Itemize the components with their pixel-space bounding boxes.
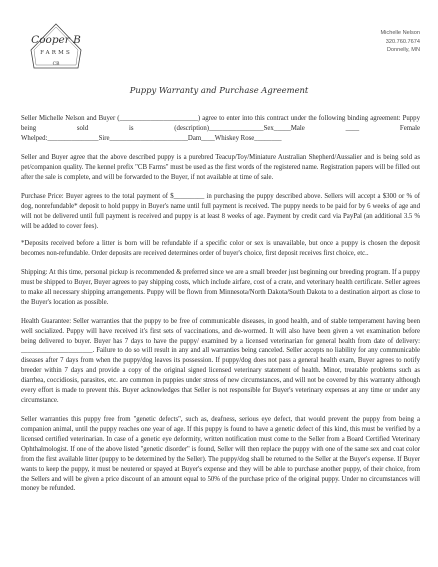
health-guarantee-paragraph: Health Guarantee: Seller warranties that the puppy to be free of communicable diseases, in good health, and of stable temperament having been well socialized. Puppy will have received it's first sets of vaccinations, and de-wormed. It will also have been given a vet examination before being delivered to buyer. Buyer has 7 days to have the puppy/ examined by a licensed veterinarian for general health from date of delivery: _____________________. Failure to do so will result in any and all warranties being canceled. Seller accepts no liability for any communicable diseases after 7 days from when the puppy/dog leaves its possession. If puppy/dog does not pass a general health exam, Buyer agrees to notify breeder within 7 days and provide a copy of the original signed licensed veterinary statement of health. Minor, treatable problems such as diarrhea, coccidiosis, parasites, etc. are common in puppies under stress of new circumstances, and will not be covered by this warranty although every effort is made to prevent this. Buyer acknowledges that Seller is not responsible for Buyer's veterinary expenses at any time or under any circumstance.	[21, 317, 420, 404]
logo-subtext: FARMS	[40, 50, 72, 56]
contact-location: Donnelly, MN	[386, 47, 420, 54]
logo-monogram: CB	[52, 62, 60, 67]
contact-block	[381, 29, 420, 55]
genetic-warranty-paragraph: Seller warranties this puppy free from "genetic defects", such as, deafness, serious eye defect, that would prevent the puppy from being a companion animal, until the puppy reaches one year of age. If this puppy is found to have a genetic defect of this kind, this must be verified by a licensed certified veterinarian. In case of a genetic eye deformity, written notification must come to the Seller from a Board Certified Veterinary Ophthalmologist. If one of the above listed "genetic disorder" is found, Seller will then replace the puppy with one of the same sex and coat color from the first available litter (puppy to be determined by the Seller). The puppy/dog shall be returned to the Seller at the Buyer's expense. If Buyer wants to keep the puppy, it must be neutered or spayed at Buyer's expense and they will be able to purchase another puppy, of their choice, from the Sellers and will be given a price discount of an amount equal to 50% of the purchase price of the original puppy. Under no circumstances will money be refunded.	[21, 416, 420, 493]
deposit-paragraph: *Deposits received before a litter is born will be refundable if a specific color or sex is unavailable, but once a puppy is chosen the deposit becomes non-refundable. Order deposits are received determines order of buyer's choice, first deposit receives first choice, etc..	[21, 239, 420, 257]
document-title: Puppy Warranty and Purchase Agreement	[129, 85, 309, 95]
agreement-body	[21, 114, 420, 504]
intro-paragraph: Seller Michelle Nelson and Buyer (_______________________) agree to enter into this contract under the following binding agreement: Puppy being sold is (description)________________Sex_____Male ____ Female Whelped:_______________Sire_______________________Dam____Whiskey Rose________	[21, 115, 420, 142]
shipping-paragraph: Shipping: At this time, personal pickup is recommended & preferred since we are a small breeder just beginning our breeding program. If a puppy must be shipped to Buyer, Buyer agrees to pay shipping costs, which include airfare, cost of a crate, and veterinary health certificate. Seller agrees to make all necessary shipping arrangements. Puppy will be flown from Minnesota/North Dakota/South Dakota to a destination airport as close to the Buyer's location as possible.	[21, 268, 420, 306]
contact-name: Michelle Nelson	[380, 30, 420, 36]
farm-logo	[26, 20, 86, 74]
contact-phone: 320.760.7674	[385, 38, 420, 45]
breed-paragraph: Seller and Buyer agree that the above described puppy is a purebred Teacup/Toy/Miniature Australian Shepherd/Aussalier and is being sold as pet/companion quality. The kennel prefix "CB Farms" must be used as the first words of the registered name. Registration papers will be filled out after the sale is complete, and will be forwarded to the Buyer, if not available at time of sale.	[21, 153, 420, 181]
logo-wordmark: Cooper B	[31, 34, 81, 46]
purchase-price-paragraph: Purchase Price: Buyer agrees to the total payment of $_________ in purchasing the puppy described above. Sellers will accept a $300 or % of dog, nonrefundable* deposit to hold puppy in Buyer's name until full payment is received. The puppy needs to be paid for by 6 weeks of age and will not be delivered until full payment is received and puppy is at least 8 weeks of age. Payment by credit card via PayPal (an additional 3.5 % will be added to cover fees).	[21, 192, 420, 230]
